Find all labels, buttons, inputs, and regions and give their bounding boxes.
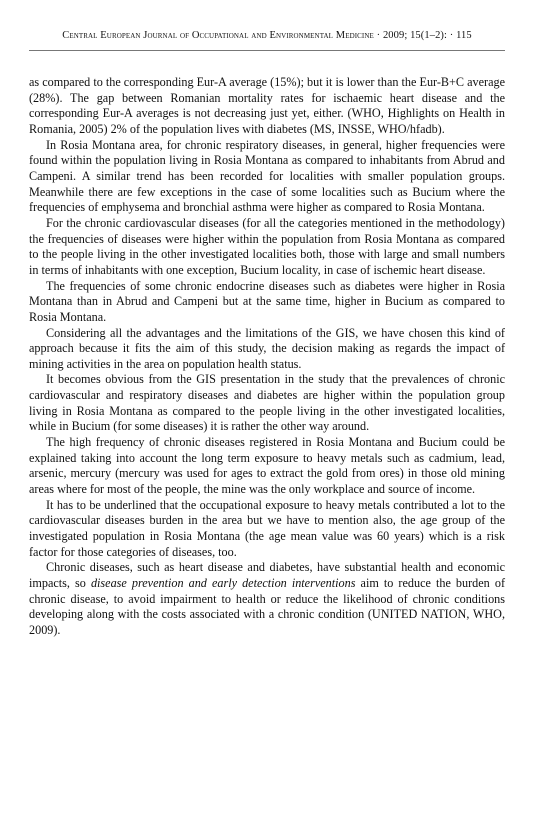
prevention-text-before: Chronic diseases, such as heart disease and diabetes, have substantial health and economic impacts, so [29,560,505,590]
paragraph-occupational-exposure: It has to be underlined that the occupational exposure to heavy metals contributed a lot to the cardiovascular diseases burden in the area but we have to mention also, the age group of the investigated population in Rosia Montana (the age mean value was 60 years) which is a risk factor for those categories of diseases, too. [29,497,505,559]
paragraph-gis-approach: Considering all the advantages and the limitations of the GIS, we have chosen this kind of approach because it fits the aim of this study, the decision making as regards the impact of mining activities in the area on population health status. [29,325,505,371]
prevention-text-after: aim to reduce the burden of chronic disease, to avoid impairment to health or reduce the likelihood of chronic conditions developing along with the costs associated with a chronic condition (UNITED NATION, WHO, 2009). [29,576,506,637]
paragraph-heavy-metals: The high frequency of chronic diseases registered in Rosia Montana and Bucium could be explained taking into account the long term exposure to heavy metals such as cadmium, lead, arsenic, mercury (mercury was used for ages to extract the gold from ores) in those old mining areas where for most of the people, the mine was the only workplace and source of income. [29,435,505,497]
paragraph-endocrine: The frequencies of some chronic endocrine diseases such as diabetes were higher in Rosia Montana than in Abrud and Campeni but at the same time, higher in Bucium as compared to Rosia Montana. [29,278,505,324]
paragraph-gis-results: It becomes obvious from the GIS presentation in the study that the prevalences of chronic cardiovascular and respiratory diseases and diabetes are higher within the population group living in Rosia Montana as compared to the people living in the other investigated localities, while in Bucium (for some diseases) it is rather the other way around. [29,372,505,434]
paragraph-respiratory: In Rosia Montana area, for chronic respiratory diseases, in general, higher frequencies were found within the population living in Rosia Montana as compared to inhabitants from Abrud and Campeni. A similar trend has been recorded for localities with smaller population groups. Meanwhile there are few exceptions in the case of some localities such as Bucium where the frequencies of emphysema and bronchial asthma were higher as compared to Rosia Montana. [29,137,505,215]
running-head: Central European Journal of Occupational and Environmental Medicine · 2009; 15(1–2): · 115 [62,30,472,41]
header-rule [29,50,505,51]
body-text [29,75,505,639]
prevention-italic-phrase: disease prevention and early detection interventions [90,576,356,590]
paragraph-continuation: as compared to the corresponding Eur-A average (15%); but it is lower than the Eur-B+C average (28%). The gap between Romanian mortality rates for ischaemic heart disease and the corresponding Eur-A averages is not decreasing just yet, either. (WHO, Highlights on Health in Romania, 2005) 2% of the population lives with diabetes (MS, INSSE, WHO/hfadb). [29,75,505,136]
paragraph-prevention [29,560,505,638]
paragraph-cardiovascular: For the chronic cardiovascular diseases (for all the categories mentioned in the methodology) the frequencies of diseases were higher within the population from Rosia Montana as compared to the people living in the other investigated localities both, those with large and small numbers in terms of inhabitants with one exception, Bucium locality, in case of ischemic heart disease. [29,215,505,277]
